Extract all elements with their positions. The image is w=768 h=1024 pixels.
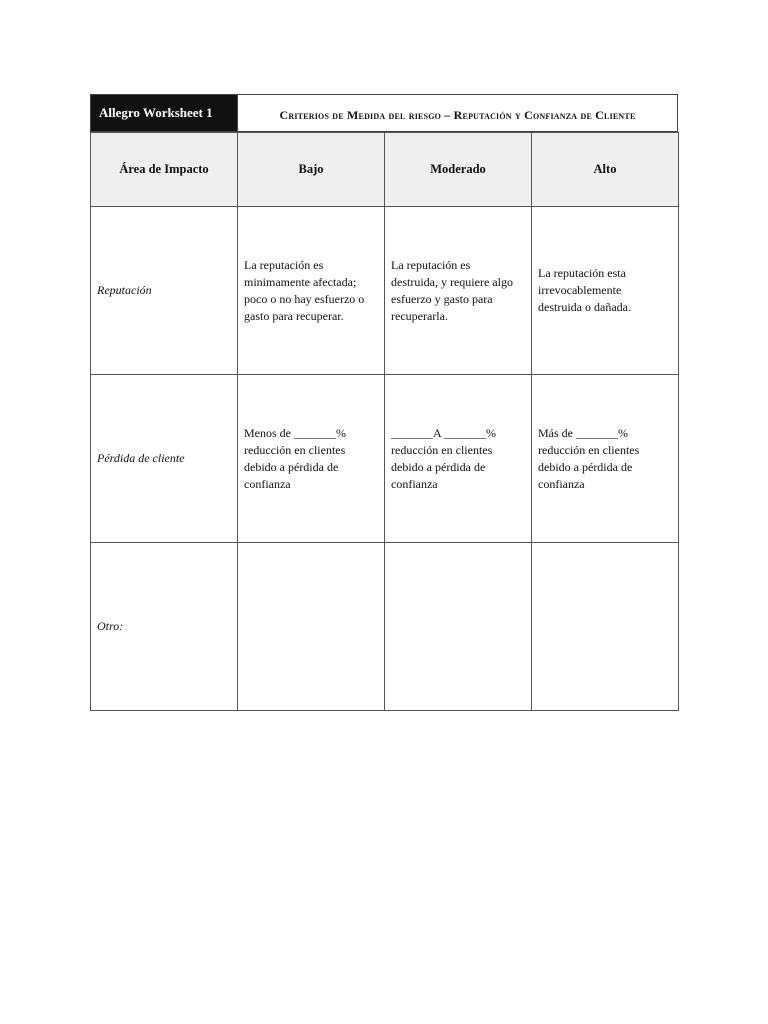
header-bajo: Bajo [238, 133, 385, 207]
cell-text: La reputación es destruida, y requiere algo esfuerzo y gasto para recuperarla. [391, 257, 513, 323]
area-cell-reputacion: Reputación [91, 207, 238, 375]
worksheet-title-row [90, 94, 678, 132]
area-cell-perdida-de-cliente: Pérdida de cliente [91, 375, 238, 543]
cell-reputacion-moderado [385, 207, 532, 375]
worksheet [90, 94, 678, 711]
cell-text: Más de _______% reducción en clientes debido a pérdida de confianza [538, 425, 640, 491]
cell-text: _______A _______% reducción en clientes debido a pérdida de confianza [391, 425, 496, 491]
table-row-perdida-de-cliente [91, 375, 679, 543]
cell-otro-bajo[interactable] [238, 543, 385, 711]
cell-perdida-alto [532, 375, 679, 543]
header-alto: Alto [532, 133, 679, 207]
worksheet-title: Criterios de Medida del riesgo – Reputación y Confianza de Cliente [237, 95, 677, 131]
risk-criteria-table [90, 132, 679, 711]
cell-perdida-moderado [385, 375, 532, 543]
worksheet-label: Allegro Worksheet 1 [91, 95, 237, 131]
cell-text: Menos de _______% reducción en clientes debido a pérdida de confianza [244, 425, 346, 491]
cell-text: La reputación es minimamente afectada; poco o no hay esfuerzo o gasto para recuperar. [244, 257, 365, 323]
cell-text: La reputación esta irrevocablemente destruida o dañada. [538, 266, 631, 314]
area-cell-otro: Otro: [91, 543, 238, 711]
header-moderado: Moderado [385, 133, 532, 207]
table-header-row [91, 133, 679, 207]
cell-reputacion-alto [532, 207, 679, 375]
cell-otro-moderado[interactable] [385, 543, 532, 711]
table-row-reputacion [91, 207, 679, 375]
header-area-de-impacto: Área de Impacto [91, 133, 238, 207]
cell-otro-alto[interactable] [532, 543, 679, 711]
cell-reputacion-bajo [238, 207, 385, 375]
table-row-otro [91, 543, 679, 711]
cell-perdida-bajo [238, 375, 385, 543]
